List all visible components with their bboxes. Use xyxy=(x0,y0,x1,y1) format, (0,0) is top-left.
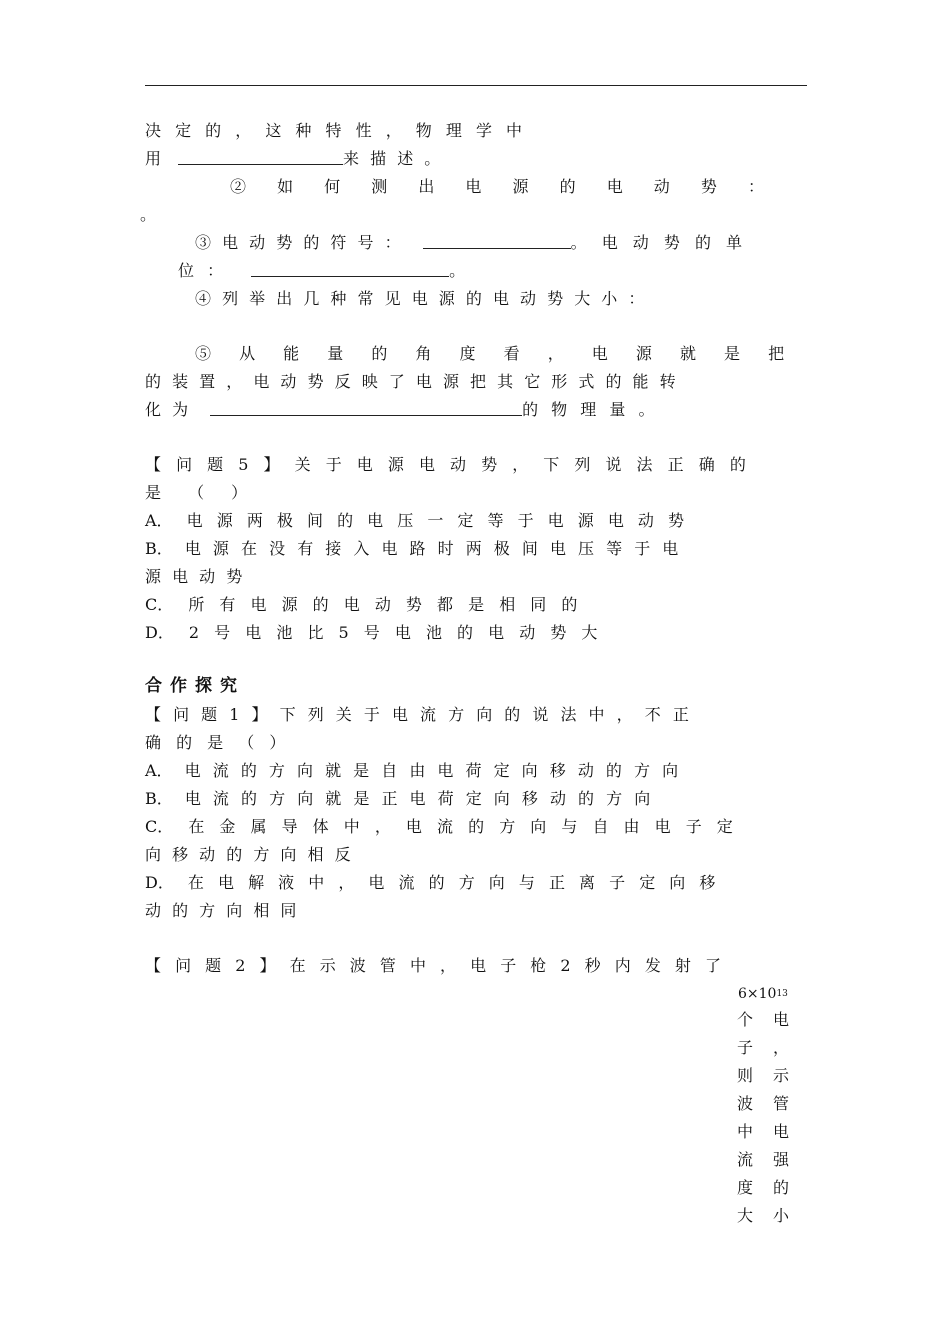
question-stem-text: 是 （ ） xyxy=(145,483,248,502)
text-line xyxy=(145,120,561,142)
text-line-content: ⑤ 从 能 量 的 角 度 看 ， 电 源 就 是 把 xyxy=(195,344,785,363)
text-segment: ③ 电 动 势 的 符 号 ： xyxy=(195,233,401,252)
column-row xyxy=(737,1062,789,1090)
column-row xyxy=(737,1146,789,1174)
column-char: 小 xyxy=(772,1206,789,1225)
text-segment: 。 xyxy=(449,261,466,280)
option-text: C． 所 有 电 源 的 电 动 势 都 是 相 同 的 xyxy=(145,595,578,614)
text-line xyxy=(145,399,654,421)
column-char: 则 xyxy=(737,1066,754,1085)
fill-blank[interactable] xyxy=(251,260,449,277)
fill-blank[interactable] xyxy=(423,232,571,249)
fill-blank[interactable] xyxy=(210,399,522,416)
text-line xyxy=(195,343,789,365)
option-a xyxy=(145,760,678,782)
question-stem-text: 确 的 是 （ ） xyxy=(145,733,286,752)
column-char: 示 xyxy=(772,1066,789,1085)
number-base: 6×10 xyxy=(738,986,777,1002)
column-row xyxy=(737,1006,789,1034)
column-row xyxy=(737,1202,789,1230)
text-line xyxy=(140,204,156,226)
text-segment: 化 为 xyxy=(145,400,189,419)
narrow-text-column xyxy=(737,1006,789,1230)
column-char: 波 xyxy=(737,1094,754,1113)
option-text: A． 电 流 的 方 向 就 是 自 由 电 荷 定 向 移 动 的 方 向 xyxy=(145,761,679,780)
text-segment: 位 ： xyxy=(178,261,224,280)
text-line xyxy=(178,260,465,282)
text-line-content: 的 装 置 ， 电 动 势 反 映 了 电 源 把 其 它 形 式 的 能 转 xyxy=(145,372,676,391)
option-d-cont xyxy=(145,900,296,922)
question-stem-text: 【 问 题 1 】 下 列 关 于 电 流 方 向 的 说 法 中 ， 不 正 xyxy=(145,705,689,724)
option-text: D． 在 电 解 液 中 ， 电 流 的 方 向 与 正 离 子 定 向 移 xyxy=(145,873,716,892)
option-c xyxy=(145,594,577,616)
option-b xyxy=(145,538,789,560)
text-line xyxy=(230,176,790,198)
question-stem xyxy=(145,482,247,504)
column-char: 电 xyxy=(772,1010,789,1029)
option-text: B． 电 流 的 方 向 就 是 正 电 荷 定 向 移 动 的 方 向 xyxy=(145,789,651,808)
text-segment: 的 物 理 量 。 xyxy=(522,400,655,419)
option-b xyxy=(145,788,650,810)
column-char: 度 xyxy=(737,1178,754,1197)
column-row xyxy=(737,1174,789,1202)
column-row xyxy=(737,1034,789,1062)
option-text: 向 移 动 的 方 向 相 反 xyxy=(145,845,351,864)
text-segment: 用 xyxy=(145,149,162,168)
column-char: 电 xyxy=(772,1122,789,1141)
header-rule xyxy=(145,85,807,86)
column-char: 子 xyxy=(737,1038,754,1057)
text-line-content: 决 定 的 ， 这 种 特 性 ， 物 理 学 中 xyxy=(145,121,523,140)
option-c-cont xyxy=(145,844,351,866)
text-line xyxy=(195,288,644,310)
option-text: 源 电 动 势 xyxy=(145,567,243,586)
question-stem xyxy=(145,732,285,754)
column-row xyxy=(737,1090,789,1118)
text-line-content: ④ 列 举 出 几 种 常 见 电 源 的 电 动 势 大 小 ： xyxy=(195,289,645,308)
text-line-content: ② 如 何 测 出 电 源 的 电 动 势 ： xyxy=(230,177,764,196)
number-exponent: 13 xyxy=(776,989,788,999)
question-stem xyxy=(145,704,789,726)
option-text: D． 2 号 电 池 比 5 号 电 池 的 电 动 势 大 xyxy=(145,623,598,642)
text-segment: 来 描 述 。 xyxy=(343,149,441,168)
column-char: 强 xyxy=(772,1150,789,1169)
scientific-number xyxy=(738,983,788,1005)
column-char: 流 xyxy=(737,1150,754,1169)
option-text: B． 电 源 在 没 有 接 入 电 路 时 两 极 间 电 压 等 于 电 xyxy=(145,539,679,558)
column-row xyxy=(737,1118,789,1146)
column-char: 大 xyxy=(737,1206,754,1225)
question-stem xyxy=(145,454,789,476)
column-char: ， xyxy=(772,1038,789,1057)
column-char: 的 xyxy=(772,1178,789,1197)
column-char: 管 xyxy=(772,1094,789,1113)
text-line xyxy=(195,232,742,254)
question-stem-text: 【 问 题 5 】 关 于 电 源 电 动 势 ， 下 列 说 法 正 确 的 xyxy=(145,455,746,474)
option-d xyxy=(145,872,789,894)
text-line xyxy=(145,371,789,393)
option-a xyxy=(145,510,684,532)
option-c xyxy=(145,816,789,838)
option-text: 动 的 方 向 相 同 xyxy=(145,901,297,920)
text-line xyxy=(145,148,440,170)
option-b-cont xyxy=(145,566,242,588)
option-text: A． 电 源 两 极 间 的 电 压 一 定 等 于 电 源 电 动 势 xyxy=(145,511,685,530)
text-segment: 。 电 动 势 的 单 xyxy=(570,233,743,252)
question-stem-text: 【 问 题 2 】 在 示 波 管 中 ， 电 子 枪 2 秒 内 发 射 了 xyxy=(145,956,721,975)
column-char: 个 xyxy=(737,1010,754,1029)
option-d xyxy=(145,622,597,644)
option-text: C． 在 金 属 导 体 中 ， 电 流 的 方 向 与 自 由 电 子 定 xyxy=(145,817,733,836)
question-stem xyxy=(145,955,789,977)
column-char: 中 xyxy=(737,1122,754,1141)
text-segment: 。 xyxy=(140,205,157,224)
fill-blank[interactable] xyxy=(178,148,343,165)
section-title: 合作探究 xyxy=(145,676,245,696)
